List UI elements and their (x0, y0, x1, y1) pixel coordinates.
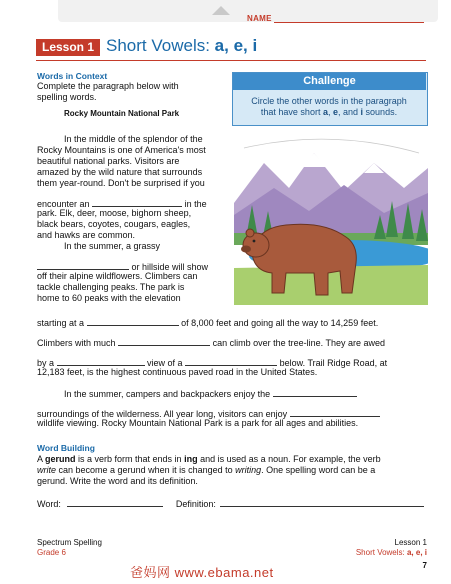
challenge-vowel-i: i (360, 107, 364, 117)
passage-line: tackle challenging peaks. The park is (37, 282, 185, 292)
challenge-text-2: that have short (260, 107, 323, 117)
wb-text: is a verb form that ends in (75, 454, 185, 464)
challenge-vowel-e: e (332, 107, 338, 117)
answer-blank-5[interactable] (57, 356, 145, 366)
passage-line: In the summer, a grassy (64, 241, 161, 251)
passage-line: off their alpine wildflowers. Climbers can (37, 271, 198, 281)
challenge-text (236, 96, 422, 118)
answer-blank-3[interactable] (87, 316, 179, 326)
passage-text: can climb over the tree-line. They are awed (212, 338, 385, 348)
watermark: 爸妈网 www.ebama.net (130, 565, 274, 580)
name-label: NAME (247, 14, 272, 23)
wb-text: and is used as a noun. For example, the verb (197, 454, 381, 464)
wb-text: gerund. Write the word and its definition. (37, 476, 198, 487)
bear-lake-illustration (234, 133, 428, 305)
passage-line: beautiful national parks. Visitors are (37, 156, 180, 166)
answer-blank-2[interactable] (37, 260, 129, 270)
challenge-text-1: Circle the other words in the paragraph (251, 96, 407, 106)
passage-line: Rocky Mountains is one of America's most (37, 145, 206, 155)
challenge-vowel-a: a (322, 107, 328, 117)
passage-text: or hillside will show (131, 262, 209, 272)
challenge-sep-2: , and (338, 107, 361, 117)
wb-writing: writing (235, 465, 262, 476)
title-divider (36, 60, 426, 61)
challenge-heading: Challenge (233, 73, 426, 90)
name-field[interactable] (274, 22, 424, 23)
passage-text: In the summer, campers and backpackers enjoy the (64, 389, 271, 399)
passage-line: and hawks are common. (37, 230, 136, 240)
passage-text: view of a (147, 358, 183, 368)
passage-text: below. Trail Ridge Road, at (279, 358, 388, 368)
footer-left (37, 538, 102, 558)
instructions-line-2: spelling words. (37, 92, 97, 102)
footer-topic-vowels: a, e, i (406, 548, 427, 557)
passage-line: black bears, coyotes, cougars, eagles, (37, 219, 191, 229)
passage-text: starting at a (37, 318, 85, 328)
lesson-badge: Lesson 1 (36, 39, 100, 56)
answer-blank-4[interactable] (118, 336, 210, 346)
wb-text: can become a gerund when it is changed to (56, 465, 236, 476)
passage-line: them year-round. Don't be surprised if you (37, 178, 205, 188)
passage-line: home to 60 peaks with the elevation (37, 293, 181, 303)
passage-line: In the middle of the splendor of the (64, 134, 203, 144)
passage-text: Climbers with much (37, 338, 116, 348)
passage-text: encounter an (37, 199, 90, 209)
passage-text: by a (37, 358, 55, 368)
wb-gerund: gerund (45, 454, 76, 464)
word-building-heading: Word Building (37, 443, 95, 453)
passage-text: of 8,000 feet and going all the way to 14,259 feet. (181, 318, 379, 328)
footer-grade: Grade 6 (37, 548, 66, 557)
lesson-title (106, 36, 257, 56)
footer-right (356, 538, 427, 558)
up-arrow-icon (212, 6, 230, 15)
footer-topic-prefix: Short Vowels: (355, 548, 407, 557)
passage-line: amazed by the wild nature that surrounds (37, 167, 203, 177)
wb-write: write (37, 465, 57, 476)
lesson-title-prefix: Short Vowels: (106, 36, 215, 55)
words-in-context-heading: Words in Context (37, 71, 108, 81)
footer-topic (356, 548, 427, 558)
answer-blank-7[interactable] (273, 387, 357, 397)
passage-line: 12,183 feet, is the highest continuous paved road in the United States. (37, 367, 318, 377)
challenge-sep-1: , (327, 107, 333, 117)
wb-text: A (37, 454, 46, 464)
passage-line (37, 316, 378, 329)
instructions-line-1: Complete the paragraph below with (37, 81, 179, 91)
word-label: Word: (37, 499, 61, 509)
passage-line (64, 387, 357, 400)
wb-ing: ing (184, 454, 198, 464)
word-building-text (37, 454, 429, 488)
definition-field[interactable] (220, 497, 424, 507)
word-field[interactable] (67, 497, 163, 507)
footer-book-title: Spectrum Spelling (37, 538, 102, 547)
page-number: 7 (422, 561, 427, 570)
answer-blank-8[interactable] (290, 407, 380, 417)
passage-line: park. Elk, deer, moose, bighorn sheep, (37, 208, 192, 218)
footer-lesson: Lesson 1 (394, 538, 427, 547)
passage-text: surroundings of the wilderness. All year long, visitors can enjoy (37, 409, 288, 419)
bear-lake-svg (234, 133, 428, 305)
passage-line: wildlife viewing. Rocky Mountain National Park is a park for all ages and abilities. (37, 418, 359, 428)
passage-title: Rocky Mountain National Park (64, 109, 180, 118)
word-definition-row (37, 497, 424, 510)
challenge-text-3: sounds. (363, 107, 398, 117)
lesson-title-vowels: a, e, i (214, 36, 258, 55)
answer-blank-1[interactable] (92, 197, 182, 207)
wb-text: . One spelling word can be a (261, 465, 376, 476)
passage-line (37, 336, 385, 349)
passage-text: in the (184, 199, 207, 209)
definition-label: Definition: (175, 499, 216, 509)
answer-blank-6[interactable] (185, 356, 277, 366)
